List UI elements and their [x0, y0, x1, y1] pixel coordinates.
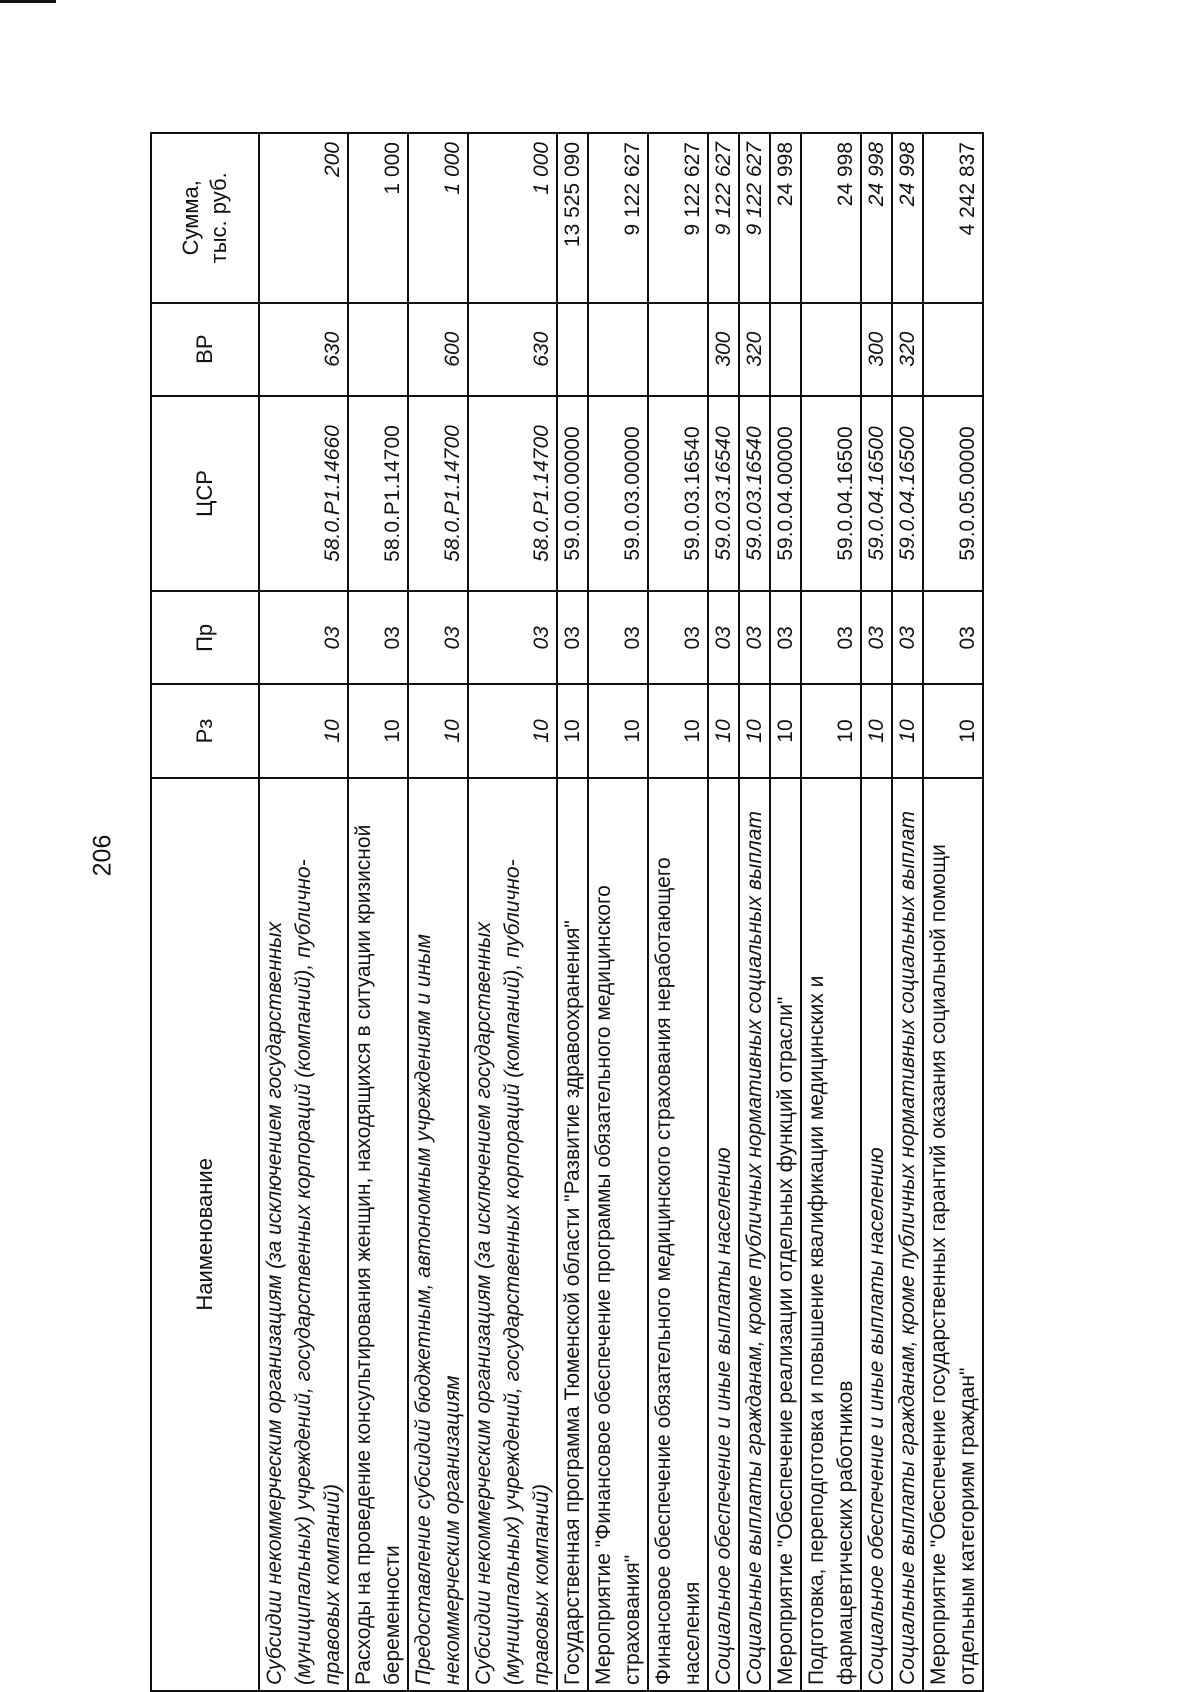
table-row — [861, 133, 892, 1691]
row-pr-cell: 03 — [588, 591, 648, 684]
table-row — [648, 133, 708, 1691]
row-pr-cell: 03 — [468, 591, 557, 684]
row-rz-cell: 10 — [468, 684, 557, 777]
row-name-cell: Мероприятие "Обеспечение государственных гарантий оказания социальной помощи отдельным категориям граждан" — [923, 778, 983, 1691]
row-rz-cell: 10 — [801, 684, 861, 777]
header-sum: Сумма, тыс. руб. — [151, 133, 259, 303]
row-csr-cell: 59.0.04.16500 — [861, 396, 892, 592]
row-rz-cell: 10 — [348, 684, 408, 777]
table-row — [408, 133, 468, 1691]
row-pr-cell: 03 — [648, 591, 708, 684]
row-vr-cell: 600 — [408, 303, 468, 396]
row-vr-cell — [770, 303, 801, 396]
row-pr-cell: 03 — [892, 591, 923, 684]
row-csr-cell: 58.0.P1.14700 — [468, 396, 557, 592]
row-sum-cell: 24 998 — [861, 133, 892, 303]
row-pr-cell: 03 — [557, 591, 588, 684]
table-row — [923, 133, 983, 1691]
table-row — [739, 133, 770, 1691]
row-name-cell: Социальное обеспечение и иные выплаты населению — [861, 778, 892, 1691]
row-sum-cell: 9 122 627 — [708, 133, 739, 303]
row-pr-cell: 03 — [408, 591, 468, 684]
row-sum-cell: 200 — [259, 133, 348, 303]
row-csr-cell: 58.0.P1.14700 — [348, 396, 408, 592]
row-pr-cell: 03 — [259, 591, 348, 684]
table-header-row — [151, 133, 259, 1691]
header-name: Наименование — [151, 778, 259, 1691]
row-vr-cell — [923, 303, 983, 396]
row-pr-cell: 03 — [770, 591, 801, 684]
rotated-page-content — [150, 132, 1080, 1692]
row-name-cell: Мероприятие "Обеспечение реализации отдельных функций отрасли" — [770, 778, 801, 1691]
row-csr-cell: 59.0.05.00000 — [923, 396, 983, 592]
row-sum-cell: 24 998 — [892, 133, 923, 303]
row-name-cell: Мероприятие "Финансовое обеспечение программы обязательного медицинского страхования" — [588, 778, 648, 1691]
row-rz-cell: 10 — [648, 684, 708, 777]
page-number: 206 — [88, 834, 117, 877]
row-pr-cell: 03 — [861, 591, 892, 684]
row-vr-cell: 300 — [861, 303, 892, 396]
header-vr: ВР — [151, 303, 259, 396]
row-sum-cell: 1 000 — [348, 133, 408, 303]
row-sum-cell: 9 122 627 — [588, 133, 648, 303]
row-vr-cell: 300 — [708, 303, 739, 396]
scan-corner-mark — [0, 0, 56, 3]
table-row — [892, 133, 923, 1691]
row-name-cell: Финансовое обеспечение обязательного медицинского страхования неработающего населения — [648, 778, 708, 1691]
table-row — [259, 133, 348, 1691]
row-vr-cell: 320 — [739, 303, 770, 396]
row-csr-cell: 59.0.04.16500 — [801, 396, 861, 592]
row-name-cell: Субсидии некоммерческим организациям (за исключением государственных (муниципальных) учреждений, государственных корпораций (компаний), публично-правовых компаний) — [468, 778, 557, 1691]
row-name-cell: Государственная программа Тюменской области "Развитие здравоохранения" — [557, 778, 588, 1691]
table-row — [588, 133, 648, 1691]
row-sum-cell: 4 242 837 — [923, 133, 983, 303]
row-rz-cell: 10 — [588, 684, 648, 777]
row-rz-cell: 10 — [708, 684, 739, 777]
row-sum-cell: 13 525 090 — [557, 133, 588, 303]
row-csr-cell: 59.0.03.00000 — [588, 396, 648, 592]
row-sum-cell: 1 000 — [468, 133, 557, 303]
row-rz-cell: 10 — [861, 684, 892, 777]
row-csr-cell: 58.0.P1.14700 — [408, 396, 468, 592]
row-sum-cell: 9 122 627 — [648, 133, 708, 303]
row-sum-cell: 9 122 627 — [739, 133, 770, 303]
row-name-cell: Субсидии некоммерческим организациям (за исключением государственных (муниципальных) учреждений, государственных корпораций (компаний), публично-правовых компаний) — [259, 778, 348, 1691]
table-row — [557, 133, 588, 1691]
row-vr-cell — [648, 303, 708, 396]
header-rz: Рз — [151, 684, 259, 777]
row-vr-cell: 630 — [468, 303, 557, 396]
table-row — [348, 133, 408, 1691]
row-name-cell: Социальные выплаты гражданам, кроме публичных нормативных социальных выплат — [892, 778, 923, 1691]
row-vr-cell — [588, 303, 648, 396]
row-name-cell: Социальное обеспечение и иные выплаты населению — [708, 778, 739, 1691]
row-vr-cell — [348, 303, 408, 396]
row-vr-cell: 630 — [259, 303, 348, 396]
row-vr-cell — [557, 303, 588, 396]
row-rz-cell: 10 — [259, 684, 348, 777]
row-pr-cell: 03 — [923, 591, 983, 684]
row-pr-cell: 03 — [348, 591, 408, 684]
row-rz-cell: 10 — [557, 684, 588, 777]
row-csr-cell: 59.0.04.00000 — [770, 396, 801, 592]
row-pr-cell: 03 — [801, 591, 861, 684]
row-vr-cell — [801, 303, 861, 396]
row-rz-cell: 10 — [923, 684, 983, 777]
row-name-cell: Предоставление субсидий бюджетным, автономным учреждениям и иным некоммерческим организациям — [408, 778, 468, 1691]
table-row — [770, 133, 801, 1691]
budget-table — [150, 132, 984, 1692]
row-pr-cell: 03 — [739, 591, 770, 684]
row-name-cell: Расходы на проведение консультирования женщин, находящихся в ситуации кризисной беременности — [348, 778, 408, 1691]
row-sum-cell: 24 998 — [770, 133, 801, 303]
row-csr-cell: 59.0.03.16540 — [648, 396, 708, 592]
row-vr-cell: 320 — [892, 303, 923, 396]
row-rz-cell: 10 — [770, 684, 801, 777]
row-csr-cell: 59.0.03.16540 — [708, 396, 739, 592]
table-row — [708, 133, 739, 1691]
row-rz-cell: 10 — [892, 684, 923, 777]
row-csr-cell: 58.0.P1.14660 — [259, 396, 348, 592]
row-csr-cell: 59.0.00.00000 — [557, 396, 588, 592]
row-csr-cell: 59.0.04.16500 — [892, 396, 923, 592]
row-name-cell: Социальные выплаты гражданам, кроме публичных нормативных социальных выплат — [739, 778, 770, 1691]
table-row — [801, 133, 861, 1691]
row-rz-cell: 10 — [408, 684, 468, 777]
row-name-cell: Подготовка, переподготовка и повышение квалификации медицинских и фармацевтических работников — [801, 778, 861, 1691]
row-sum-cell: 1 000 — [408, 133, 468, 303]
row-csr-cell: 59.0.03.16540 — [739, 396, 770, 592]
table-row — [468, 133, 557, 1691]
row-pr-cell: 03 — [708, 591, 739, 684]
header-pr: Пр — [151, 591, 259, 684]
header-csr: ЦСР — [151, 396, 259, 592]
row-rz-cell: 10 — [739, 684, 770, 777]
row-sum-cell: 24 998 — [801, 133, 861, 303]
